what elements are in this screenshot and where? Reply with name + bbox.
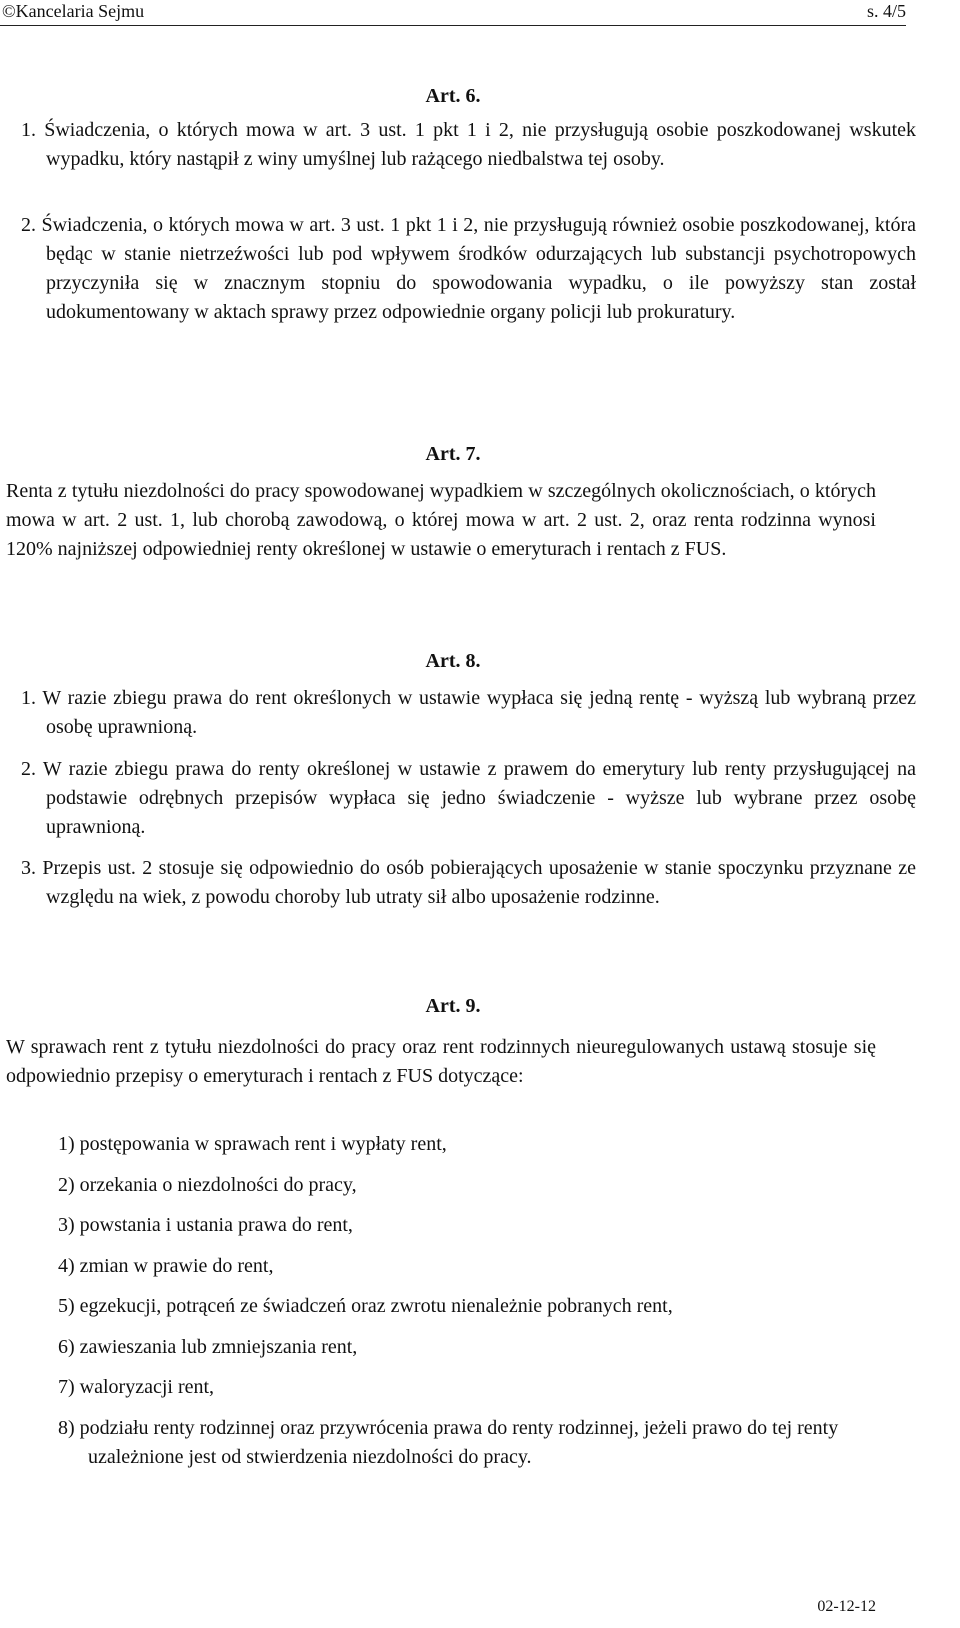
article-8-heading: Art. 8. [425,650,481,672]
list-item: 3) powstania i ustania prawa do rent, [58,1214,353,1236]
list-item: 2) orzekania o niezdolności do pracy, [58,1174,357,1196]
article-7-paragraph: Renta z tytułu niezdolności do pracy spowodowanej wypadkiem w szczególnych okolicznościach, o których mowa w art. 2 ust. 1, lub chorobą zawodową, o której mowa w art. 2 ust. 2, oraz renta rodzinna wynosi 120% najniższej odpowiedniej renty określonej w ustawie o emeryturach i rentach z FUS. [6,480,876,560]
list-item: 1) postępowania w sprawach rent i wypłaty rent, [58,1133,447,1155]
article-6-paragraph-2: 2. Świadczenia, o których mowa w art. 3 ust. 1 pkt 1 i 2, nie przysługują również osobie poszkodowanej, która będąc w stanie nietrzeźwości lub pod wpływem środków odurzających lub substancji psychotropowych przyczyniła się w znacznym stopniu do spowodowania wypadku, o ile powyższy stan został udokumentowany w aktach sprawy przez odpowiednie organy policji lub prokuratury. [21,214,916,323]
article-7-heading: Art. 7. [425,443,481,465]
list-item: 4) zmian w prawie do rent, [58,1255,274,1277]
list-item: 5) egzekucji, potrąceń ze świadczeń oraz zwrotu nienależnie pobranych rent, [58,1295,673,1317]
header-page-number: s. 4/5 [866,1,906,21]
article-9-intro: W sprawach rent z tytułu niezdolności do pracy oraz rent rodzinnych nieuregulowanych ustawą stosuje się odpowiednio przepisy o emeryturach i rentach z FUS dotyczące: [6,1036,876,1087]
list-item: 8) podziału renty rodzinnej oraz przywrócenia prawa do renty rodzinnej, jeżeli prawo do tej renty uzależnione jest od stwierdzenia niezdolności do pracy. [58,1417,839,1468]
header-divider [0,25,906,26]
list-item: 6) zawieszania lub zmniejszania rent, [58,1336,358,1358]
article-8-paragraph-3: 3. Przepis ust. 2 stosuje się odpowiednio do osób pobierających uposażenie w stanie spoczynku przyznane ze względu na wiek, z powodu choroby lub utraty sił albo uposażenie rodzinne. [21,857,916,908]
list-item: 7) waloryzacji rent, [58,1376,215,1398]
article-6-heading: Art. 6. [425,85,481,107]
header-source: ©Kancelaria Sejmu [2,1,145,21]
footer-date: 02-12-12 [817,1598,876,1615]
article-8-paragraph-1: 1. W razie zbiegu prawa do rent określonych w ustawie wypłaca się jedną rentę - wyższą lub wybraną przez osobę uprawnioną. [21,687,916,738]
article-9-heading: Art. 9. [425,995,481,1017]
article-8-paragraph-2: 2. W razie zbiegu prawa do renty określonej w ustawie z prawem do emerytury lub renty przysługującej na podstawie odrębnych przepisów wypłaca się jedno świadczenie - wyższe lub wybrane przez osobę uprawnioną. [21,758,916,838]
article-6-paragraph-1: 1. Świadczenia, o których mowa w art. 3 ust. 1 pkt 1 i 2, nie przysługują osobie poszkodowanej wskutek wypadku, który nastąpił z winy umyślnej lub rażącego niedbalstwa tej osoby. [21,119,916,170]
